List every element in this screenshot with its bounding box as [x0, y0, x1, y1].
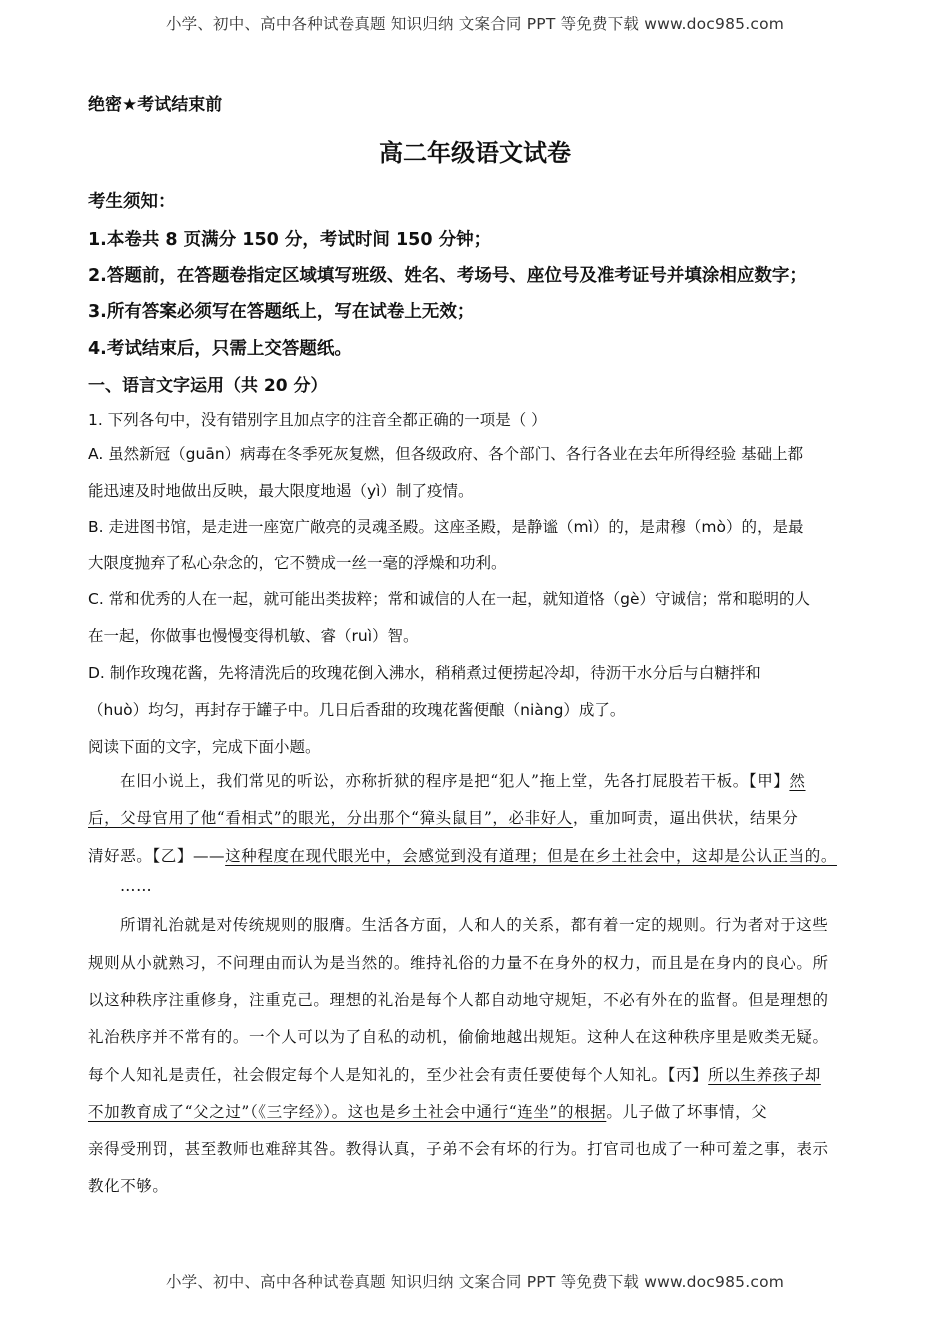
option-d-line-2: （huò）均匀，再封存于罐子中。几日后香甜的玫瑰花酱便酿（niàng）成了。 [88, 701, 626, 719]
page-footer: 小学、初中、高中各种试卷真题 知识归纳 文案合同 PPT 等免费下载 www.doc985.com [165, 1273, 785, 1291]
passage-line: 亲得受刑罚，甚至教师也难辞其咎。教得认真，子弟不会有坏的行为。打官司也成了一种可羞之事，表示 [88, 1140, 829, 1158]
passage-line: 每个人知礼是责任，社会假定每个人是知礼的，至少社会有责任要使每个人知礼。【丙】所以生养孩子却 [88, 1066, 821, 1084]
notice-item-1: 1.本卷共 8 页满分 150 分，考试时间 150 分钟； [88, 230, 492, 250]
passage-ellipsis: …… [120, 877, 153, 895]
reading-intro: 阅读下面的文字，完成下面小题。 [88, 738, 321, 756]
notice-item-4: 4.考试结束后，只需上交答题纸。 [88, 339, 352, 359]
question-1-stem: 1. 下列各句中，没有错别字且加点字的注音全都正确的一项是（ ） [88, 411, 547, 429]
option-c-line-2: 在一起，你做事也慢慢变得机敏、睿（ruì）智。 [88, 627, 419, 645]
section-heading: 一、语言文字运用（共 20 分） [88, 376, 328, 396]
passage-line: 以这种秩序注重修身，注重克己。理想的礼治是每个人都自动地守规矩，不必有外在的监督。但是理想的 [88, 991, 829, 1009]
passage-line: 所谓礼治就是对传统规则的服膺。生活各方面，人和人的关系，都有着一定的规则。行为者对于这些 [120, 916, 829, 934]
option-a-line-2: 能迅速及时地做出反映，最大限度地遏（yì）制了疫情。 [88, 482, 474, 500]
passage-line: 清好恶。【乙】——这种程度在现代眼光中，会感觉到没有道理；但是在乡土社会中，这却是公认正当的。 [88, 847, 837, 865]
notice-heading: 考生须知： [88, 192, 176, 212]
passage-line: 在旧小说上，我们常见的听讼，亦称折狱的程序是把“犯人”拖上堂，先各打屁股若干板。【甲】然 [120, 772, 806, 790]
confidential-label: 绝密★考试结束前 [88, 95, 223, 115]
notice-item-2: 2.答题前，在答题卷指定区域填写班级、姓名、考场号、座位号及准考证号并填涂相应数字； [88, 266, 807, 286]
option-d-line-1: D. 制作玫瑰花酱，先将清洗后的玫瑰花倒入沸水，稍稍煮过便捞起冷却，待沥干水分后与白糖拌和 [88, 664, 761, 682]
passage-line: 后，父母官用了他“看相式”的眼光，分出那个“獐头鼠目”，必非好人，重加呵责，逼出供状，结果分 [88, 809, 799, 827]
notice-item-3: 3.所有答案必须写在答题纸上，写在试卷上无效； [88, 302, 475, 322]
passage-line: 礼治秩序并不常有的。一个人可以为了自私的动机，偷偷地越出规矩。这种人在这种秩序里是败类无疑。 [88, 1028, 829, 1046]
option-c-line-1: C. 常和优秀的人在一起，就可能出类拔粹；常和诚信的人在一起，就知道恪（gè）守诚信；常和聪明的人 [88, 590, 811, 608]
option-a-line-1: A. 虽然新冠（guān）病毒在冬季死灰复燃，但各级政府、各个部门、各行各业在去年所得经验 基础上都 [88, 445, 804, 463]
passage-line: 教化不够。 [88, 1177, 169, 1195]
page-title: 高二年级语文试卷 [379, 139, 571, 167]
passage-line: 规则从小就熟习，不问理由而认为是当然的。维持礼俗的力量不在身外的权力，而且是在身内的良心。所 [88, 954, 829, 972]
option-b-line-1: B. 走进图书馆，是走进一座宽广敞亮的灵魂圣殿。这座圣殿，是静谧（mì）的，是肃穆（mò）的，是最 [88, 518, 804, 536]
page-header: 小学、初中、高中各种试卷真题 知识归纳 文案合同 PPT 等免费下载 www.doc985.com [165, 15, 785, 33]
option-b-line-2: 大限度抛弃了私心杂念的，它不赞成一丝一毫的浮燥和功利。 [88, 554, 507, 572]
passage-line: 不加教育成了“父之过”（《三字经》）。这也是乡土社会中通行“连坐”的根据。儿子做了坏事情，父 [88, 1103, 768, 1121]
